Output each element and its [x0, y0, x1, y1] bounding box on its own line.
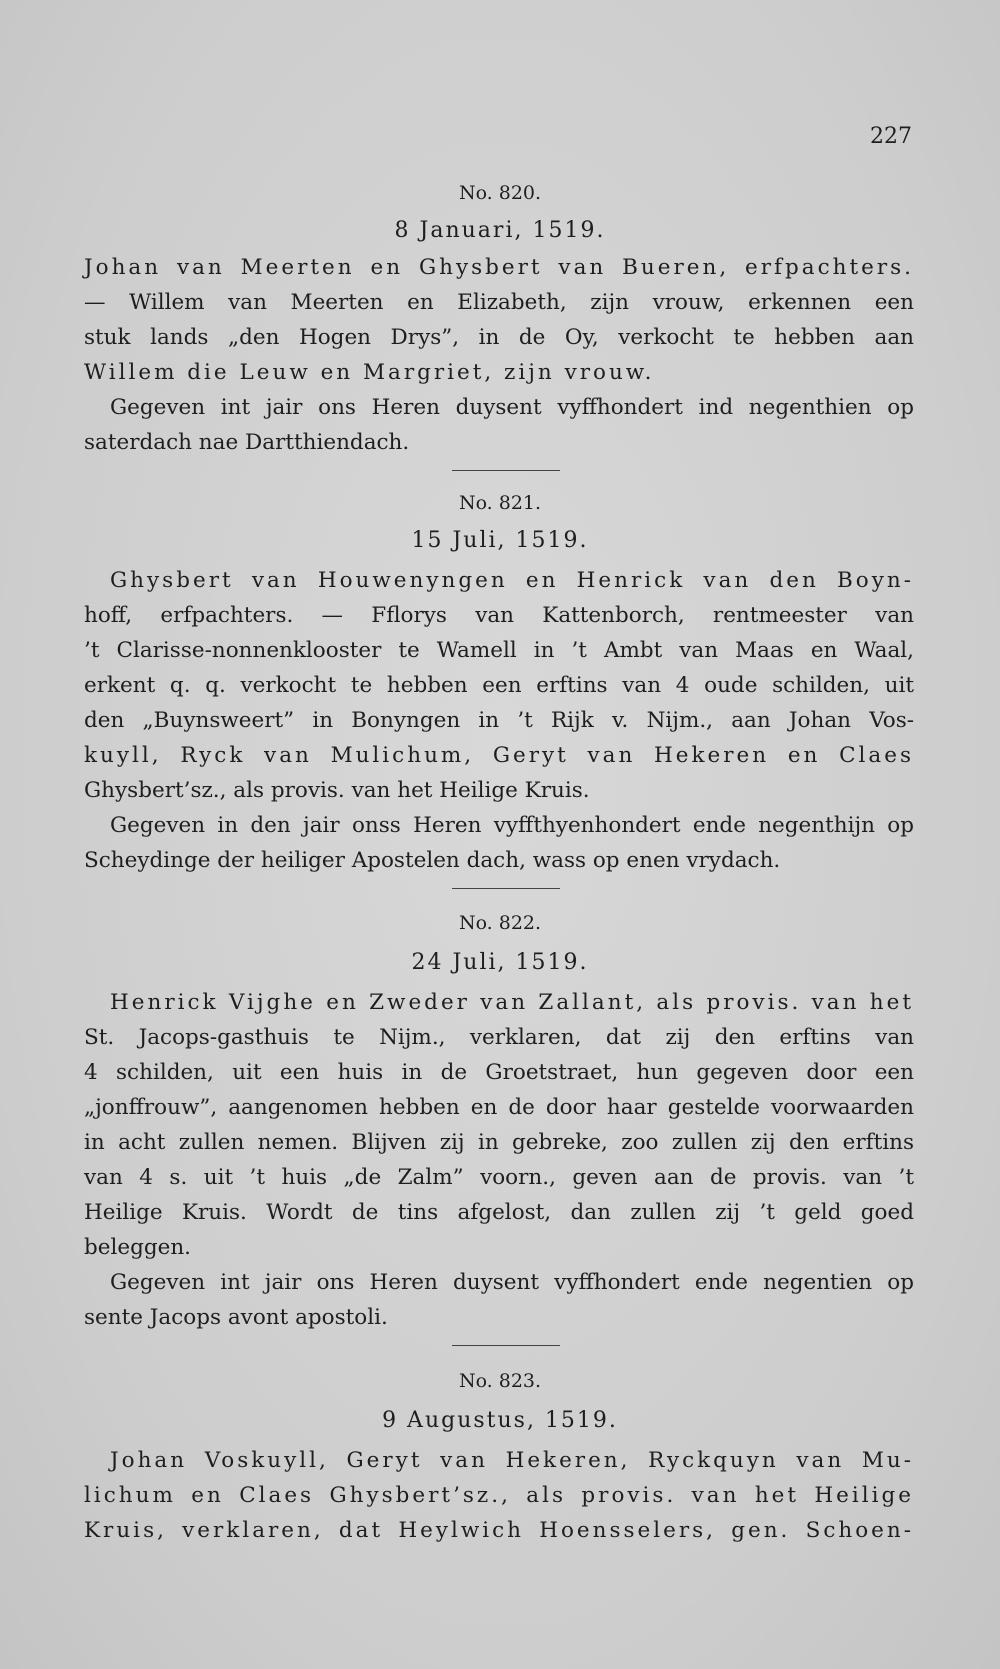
entry-text-line: van 4 s. uit ’t huis „de Zalm” voorn., geven aan de provis. van ’t: [84, 1165, 914, 1190]
separator-rule: [452, 888, 560, 889]
separator-rule: [452, 470, 560, 471]
entry-text-line: stuk lands „den Hogen Drys”, in de Oy, verkocht te hebben aan: [84, 325, 914, 350]
entry-text-line: sente Jacops avont apostoli.: [84, 1305, 388, 1330]
entry-text-line: hoff, erfpachters. — Fflorys van Kattenborch, rentmeester van: [84, 603, 914, 628]
entry-number: No. 820.: [458, 182, 542, 204]
entry-text-line: 4 schilden, uit een huis in de Groetstraet, hun gegeven door een: [84, 1060, 914, 1085]
entry-text-line: Ghysbert van Houwenyngen en Henrick van den Boyn-: [110, 568, 914, 593]
entry-text-line: Heilige Kruis. Wordt de tins afgelost, dan zullen zij ’t geld goed: [84, 1200, 914, 1225]
entry-text-line: den „Buynsweert” in Bonyngen in ’t Rijk v. Nijm., aan Johan Vos-: [84, 708, 914, 733]
entry-text-line: Johan van Meerten en Ghysbert van Bueren, erfpachters.: [84, 255, 914, 280]
entry-text-line: St. Jacops-gasthuis te Nijm., verklaren, dat zij den erftins van: [84, 1025, 914, 1050]
entry-number: No. 823.: [458, 1370, 542, 1392]
entry-date: 8 Januari, 1519.: [394, 218, 606, 243]
entry-date: 9 Augustus, 1519.: [382, 1408, 618, 1433]
entry-text-line: Johan Voskuyll, Geryt van Hekeren, Ryckquyn van Mu-: [110, 1448, 914, 1473]
entry-date: 15 Juli, 1519.: [411, 528, 589, 553]
page-number: 227: [870, 124, 912, 149]
entry-text-line: Kruis, verklaren, dat Heylwich Hoensselers, gen. Schoen-: [84, 1518, 914, 1543]
entry-text-line: — Willem van Meerten en Elizabeth, zijn vrouw, erkennen een: [84, 290, 914, 315]
entry-text-line: lichum en Claes Ghysbert’sz., als provis. van het Heilige: [84, 1483, 914, 1508]
separator-rule: [452, 1345, 560, 1346]
entry-text-line: erkent q. q. verkocht te hebben een erftins van 4 oude schilden, uit: [84, 673, 914, 698]
entry-text-line: ’t Clarisse-nonnenklooster te Wamell in ’t Ambt van Maas en Waal,: [84, 638, 914, 663]
entry-number: No. 821.: [458, 492, 542, 514]
entry-text-line: in acht zullen nemen. Blijven zij in gebreke, zoo zullen zij den erftins: [84, 1130, 914, 1155]
entry-text-line: Gegeven in den jair onss Heren vyffthyenhondert ende negenthijn op: [110, 813, 914, 838]
entry-text-line: Scheydinge der heiliger Apostelen dach, wass op enen vrydach.: [84, 848, 781, 873]
entry-text-line: Gegeven int jair ons Heren duysent vyffhondert ende negentien op: [110, 1270, 914, 1295]
entry-text-line: saterdach nae Dartthiendach.: [84, 430, 410, 455]
entry-text-line: Ghysbert’sz., als provis. van het Heilige Kruis.: [84, 778, 590, 803]
entry-text-line: Gegeven int jair ons Heren duysent vyffhondert ind negenthien op: [110, 395, 914, 420]
entry-text-line: beleggen.: [84, 1235, 192, 1260]
entry-text-line: Willem die Leuw en Margriet, zijn vrouw.: [84, 360, 655, 385]
entry-text-line: „jonffrouw”, aangenomen hebben en de door haar gestelde voorwaarden: [84, 1095, 914, 1120]
entry-text-line: kuyll, Ryck van Mulichum, Geryt van Hekeren en Claes: [84, 743, 914, 768]
entry-text-line: Henrick Vijghe en Zweder van Zallant, als provis. van het: [110, 990, 914, 1015]
entry-number: No. 822.: [458, 912, 542, 934]
entry-date: 24 Juli, 1519.: [411, 950, 589, 975]
